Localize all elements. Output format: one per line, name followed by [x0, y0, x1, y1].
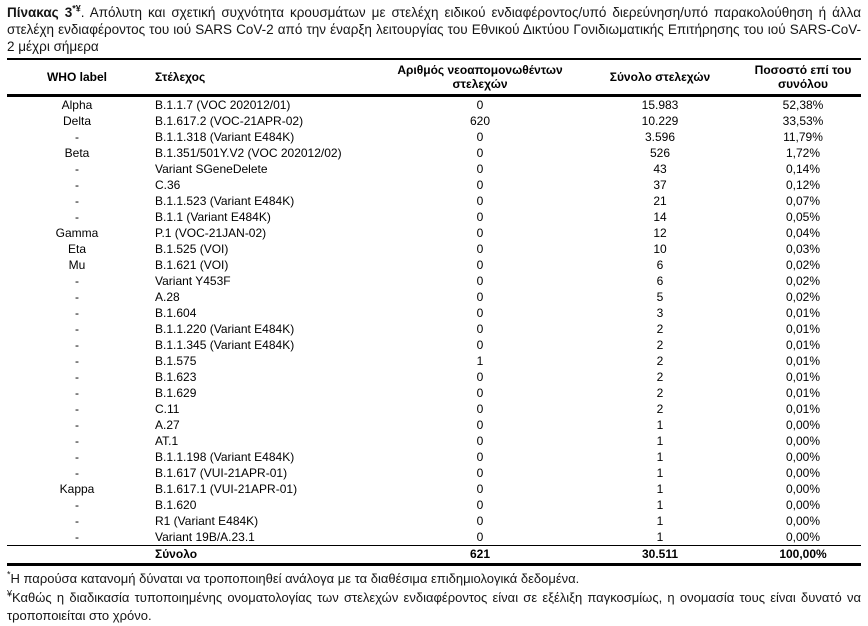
- who-label-cell: -: [75, 450, 79, 464]
- table-number: Πίνακας 3: [7, 5, 73, 20]
- who-label-cell: -: [75, 402, 79, 416]
- footnote-2-marker: ¥: [7, 588, 13, 599]
- total-strains-cell: 10.229: [641, 114, 679, 128]
- total-percent: 100,00%: [745, 546, 861, 565]
- percent-cell: 33,53%: [782, 114, 824, 128]
- new-strains-cell: 0: [476, 162, 484, 176]
- total-label: Σύνολο: [147, 546, 385, 565]
- table-row: [7, 401, 861, 417]
- strain-cell: B.1.575: [155, 354, 197, 368]
- total-new-strains: 621: [385, 546, 575, 565]
- total-strains-cell: 3.596: [644, 130, 676, 144]
- new-strains-cell: 0: [476, 450, 484, 464]
- new-strains-cell: 0: [476, 370, 484, 384]
- who-label-cell: Delta: [62, 114, 91, 128]
- total-strains-cell: 14: [653, 210, 667, 224]
- table-row: [7, 145, 861, 161]
- total-strains-cell: 21: [653, 194, 667, 208]
- who-label-cell: -: [75, 178, 79, 192]
- new-strains-cell: 0: [476, 402, 484, 416]
- new-strains-cell: 0: [476, 498, 484, 512]
- who-label-cell: -: [75, 274, 79, 288]
- total-strains-cell: 526: [649, 146, 671, 160]
- strain-cell: B.1.351/501Y.V2 (VOC 202012/02): [155, 146, 342, 160]
- table-row: [7, 497, 861, 513]
- percent-cell: 0,00%: [785, 530, 821, 544]
- percent-cell: 0,04%: [785, 226, 821, 240]
- who-label-cell: -: [75, 210, 79, 224]
- new-strains-cell: 0: [476, 514, 484, 528]
- strain-cell: B.1.1.318 (Variant E484K): [155, 130, 295, 144]
- table-row: [7, 257, 861, 273]
- new-strains-cell: 0: [476, 322, 484, 336]
- new-strains-cell: 0: [476, 178, 484, 192]
- total-strains-cell: 1: [656, 434, 664, 448]
- percent-cell: 0,03%: [785, 242, 821, 256]
- who-label-cell: Alpha: [61, 98, 93, 112]
- table-row: [7, 449, 861, 465]
- percent-cell: 0,00%: [785, 418, 821, 432]
- header-percent: Ποσοστό επί του συνόλου: [745, 59, 861, 96]
- percent-cell: 0,00%: [785, 482, 821, 496]
- table-row: [7, 129, 861, 145]
- strain-cell: B.1.1.220 (Variant E484K): [155, 322, 295, 336]
- who-label-cell: -: [75, 418, 79, 432]
- total-strains-cell: 43: [653, 162, 667, 176]
- who-label-cell: -: [75, 530, 79, 544]
- strain-cell: A.27: [155, 418, 180, 432]
- strain-cell: B.1.617.2 (VOC-21APR-02): [155, 114, 304, 128]
- percent-cell: 0,00%: [785, 434, 821, 448]
- footnotes: [7, 570, 861, 626]
- percent-cell: 0,00%: [785, 514, 821, 528]
- footnote-2-text: Καθώς η διαδικασία τυποποιημένης ονοματολογίας των στελεχών ενδιαφέροντος είναι σε εξέλιξη παγκοσμίως, η ονομασία τους είναι δυνατό να τροποποιείται στο χρόνο.: [7, 589, 861, 623]
- total-strains-cell: 1: [656, 466, 664, 480]
- new-strains-cell: 0: [476, 258, 484, 272]
- table-header-row: [7, 59, 861, 96]
- table-caption: [7, 4, 861, 55]
- table-row: [7, 193, 861, 209]
- strain-cell: B.1.1.7 (VOC 202012/01): [155, 98, 291, 112]
- new-strains-cell: 0: [476, 226, 484, 240]
- new-strains-cell: 0: [476, 290, 484, 304]
- strain-cell: C.11: [155, 402, 180, 416]
- table-row: [7, 529, 861, 546]
- table-total-row: [7, 546, 861, 565]
- percent-cell: 0,00%: [785, 466, 821, 480]
- new-strains-cell: 620: [469, 114, 491, 128]
- percent-cell: 0,02%: [785, 274, 821, 288]
- percent-cell: 11,79%: [783, 130, 823, 144]
- who-label-cell: Beta: [64, 146, 90, 160]
- strain-cell: B.1.617 (VUI-21APR-01): [155, 466, 288, 480]
- total-strains-cell: 6: [656, 274, 664, 288]
- new-strains-cell: 0: [476, 482, 484, 496]
- strain-cell: A.28: [155, 290, 180, 304]
- strain-cell: Variant Y453F: [155, 274, 231, 288]
- table-row: [7, 177, 861, 193]
- total-strains-cell: 1: [656, 482, 664, 496]
- percent-cell: 0,00%: [785, 498, 821, 512]
- who-label-cell: -: [75, 386, 79, 400]
- who-label-cell: -: [75, 354, 79, 368]
- strain-cell: B.1.623: [155, 370, 197, 384]
- strain-cell: B.1.620: [155, 498, 197, 512]
- percent-cell: 0,07%: [785, 194, 821, 208]
- new-strains-cell: 0: [476, 274, 484, 288]
- who-label-cell: -: [75, 338, 79, 352]
- percent-cell: 0,05%: [785, 210, 821, 224]
- table-row: [7, 513, 861, 529]
- who-label-cell: -: [75, 434, 79, 448]
- total-strains-cell: 1: [656, 418, 664, 432]
- percent-cell: 0,01%: [785, 354, 821, 368]
- new-strains-cell: 0: [476, 530, 484, 544]
- footnote-1-text: Η παρούσα κατανομή δύναται να τροποποιηθεί ανάλογα με τα διαθέσιμα επιδημιολογικά δεδομένα.: [10, 571, 580, 586]
- total-strains-cell: 37: [653, 178, 667, 192]
- total-strains-cell: 2: [656, 354, 664, 368]
- who-label-cell: -: [75, 514, 79, 528]
- strain-cell: Variant SGeneDelete: [155, 162, 268, 176]
- who-label-cell: -: [75, 498, 79, 512]
- percent-cell: 0,01%: [785, 370, 821, 384]
- strain-cell: B.1.1 (Variant E484K): [155, 210, 271, 224]
- total-strains-cell: 10: [653, 242, 667, 256]
- who-label-cell: -: [75, 194, 79, 208]
- percent-cell: 52,38%: [782, 98, 824, 112]
- table-row: [7, 353, 861, 369]
- total-strains-cell: 2: [656, 386, 664, 400]
- strain-cell: R1 (Variant E484K): [155, 514, 259, 528]
- table-body: [7, 96, 861, 546]
- new-strains-cell: 0: [476, 146, 484, 160]
- table-row: [7, 385, 861, 401]
- strain-cell: C.36: [155, 178, 181, 192]
- percent-cell: 0,02%: [785, 258, 821, 272]
- new-strains-cell: 0: [476, 98, 484, 112]
- strain-cell: P.1 (VOC-21JAN-02): [155, 226, 267, 240]
- strain-cell: B.1.1.198 (Variant E484K): [155, 450, 295, 464]
- percent-cell: 0,02%: [785, 290, 821, 304]
- percent-cell: 0,01%: [785, 306, 821, 320]
- who-label-cell: -: [75, 322, 79, 336]
- percent-cell: 1,72%: [785, 146, 821, 160]
- total-strains-cell: 2: [656, 322, 664, 336]
- header-total-strains: Σύνολο στελεχών: [575, 59, 745, 96]
- strain-cell: B.1.629: [155, 386, 197, 400]
- table-number-superscript: *¥: [72, 3, 81, 14]
- who-label-cell: -: [75, 130, 79, 144]
- table-row: [7, 321, 861, 337]
- header-strain: Στέλεχος: [147, 59, 385, 96]
- percent-cell: 0,01%: [785, 386, 821, 400]
- percent-cell: 0,00%: [785, 450, 821, 464]
- who-label-cell: Eta: [67, 242, 86, 256]
- total-total-strains: 30.511: [575, 546, 745, 565]
- footnote-2: [7, 589, 861, 626]
- table-row: [7, 481, 861, 497]
- who-label-cell: -: [75, 162, 79, 176]
- table-row: [7, 161, 861, 177]
- who-label-cell: -: [75, 466, 79, 480]
- strain-cell: B.1.604: [155, 306, 197, 320]
- strain-cell: B.1.525 (VOI): [155, 242, 229, 256]
- total-strains-cell: 15.983: [641, 98, 679, 112]
- header-who-label: WHO label: [7, 59, 147, 96]
- strain-cell: B.1.1.523 (Variant E484K): [155, 194, 295, 208]
- new-strains-cell: 0: [476, 434, 484, 448]
- who-label-cell: -: [75, 290, 79, 304]
- table-row: [7, 209, 861, 225]
- total-strains-cell: 2: [656, 338, 664, 352]
- new-strains-cell: 0: [476, 466, 484, 480]
- percent-cell: 0,14%: [785, 162, 821, 176]
- table-row: [7, 113, 861, 129]
- footnote-1: [7, 570, 861, 589]
- strain-cell: B.1.1.345 (Variant E484K): [155, 338, 295, 352]
- total-strains-cell: 5: [656, 290, 664, 304]
- percent-cell: 0,01%: [785, 322, 821, 336]
- total-strains-cell: 1: [656, 450, 664, 464]
- new-strains-cell: 0: [476, 418, 484, 432]
- who-label-cell: Mu: [68, 258, 86, 272]
- table-row: [7, 417, 861, 433]
- percent-cell: 0,01%: [785, 402, 821, 416]
- who-label-cell: -: [75, 370, 79, 384]
- total-empty-cell: [7, 546, 147, 565]
- new-strains-cell: 0: [476, 130, 484, 144]
- total-strains-cell: 3: [656, 306, 664, 320]
- header-new-strains: Αριθμός νεοαπομονωθέντων στελεχών: [385, 59, 575, 96]
- percent-cell: 0,01%: [785, 338, 821, 352]
- who-label-cell: -: [75, 306, 79, 320]
- total-strains-cell: 2: [656, 402, 664, 416]
- table-row: [7, 241, 861, 257]
- total-strains-cell: 6: [656, 258, 664, 272]
- table-row: [7, 433, 861, 449]
- new-strains-cell: 0: [476, 338, 484, 352]
- table-row: [7, 96, 861, 114]
- new-strains-cell: 1: [476, 354, 484, 368]
- total-strains-cell: 1: [656, 498, 664, 512]
- new-strains-cell: 0: [476, 194, 484, 208]
- variants-table: [7, 58, 861, 566]
- total-strains-cell: 1: [656, 514, 664, 528]
- who-label-cell: Gamma: [55, 226, 99, 240]
- table-row: [7, 273, 861, 289]
- strain-cell: B.1.617.1 (VUI-21APR-01): [155, 482, 298, 496]
- strain-cell: B.1.621 (VOI): [155, 258, 229, 272]
- table-caption-text: . Απόλυτη και σχετική συχνότητα κρουσμάτων με στελέχη ειδικού ενδιαφέροντος/υπό διερεύνηση/υπό παρακολούθηση ή άλλα στελέχη ενδιαφέροντος του ιού SARS CoV-2 από την έναρξη λειτουργίας του Εθνικού Δικτύου Γονιδιωματικής Επιτήρησης του ιού SARS-CoV-2 μέχρι σήμερα: [7, 5, 861, 54]
- strain-cell: Variant 19B/A.23.1: [155, 530, 255, 544]
- table-row: [7, 337, 861, 353]
- new-strains-cell: 0: [476, 210, 484, 224]
- new-strains-cell: 0: [476, 386, 484, 400]
- footnote-1-marker: *: [7, 569, 11, 580]
- new-strains-cell: 0: [476, 306, 484, 320]
- table-row: [7, 465, 861, 481]
- total-strains-cell: 2: [656, 370, 664, 384]
- table-row: [7, 225, 861, 241]
- strain-cell: AT.1: [155, 434, 179, 448]
- new-strains-cell: 0: [476, 242, 484, 256]
- total-strains-cell: 12: [653, 226, 667, 240]
- who-label-cell: Kappa: [59, 482, 95, 496]
- table-row: [7, 289, 861, 305]
- total-strains-cell: 1: [656, 530, 664, 544]
- percent-cell: 0,12%: [785, 178, 821, 192]
- table-row: [7, 305, 861, 321]
- table-row: [7, 369, 861, 385]
